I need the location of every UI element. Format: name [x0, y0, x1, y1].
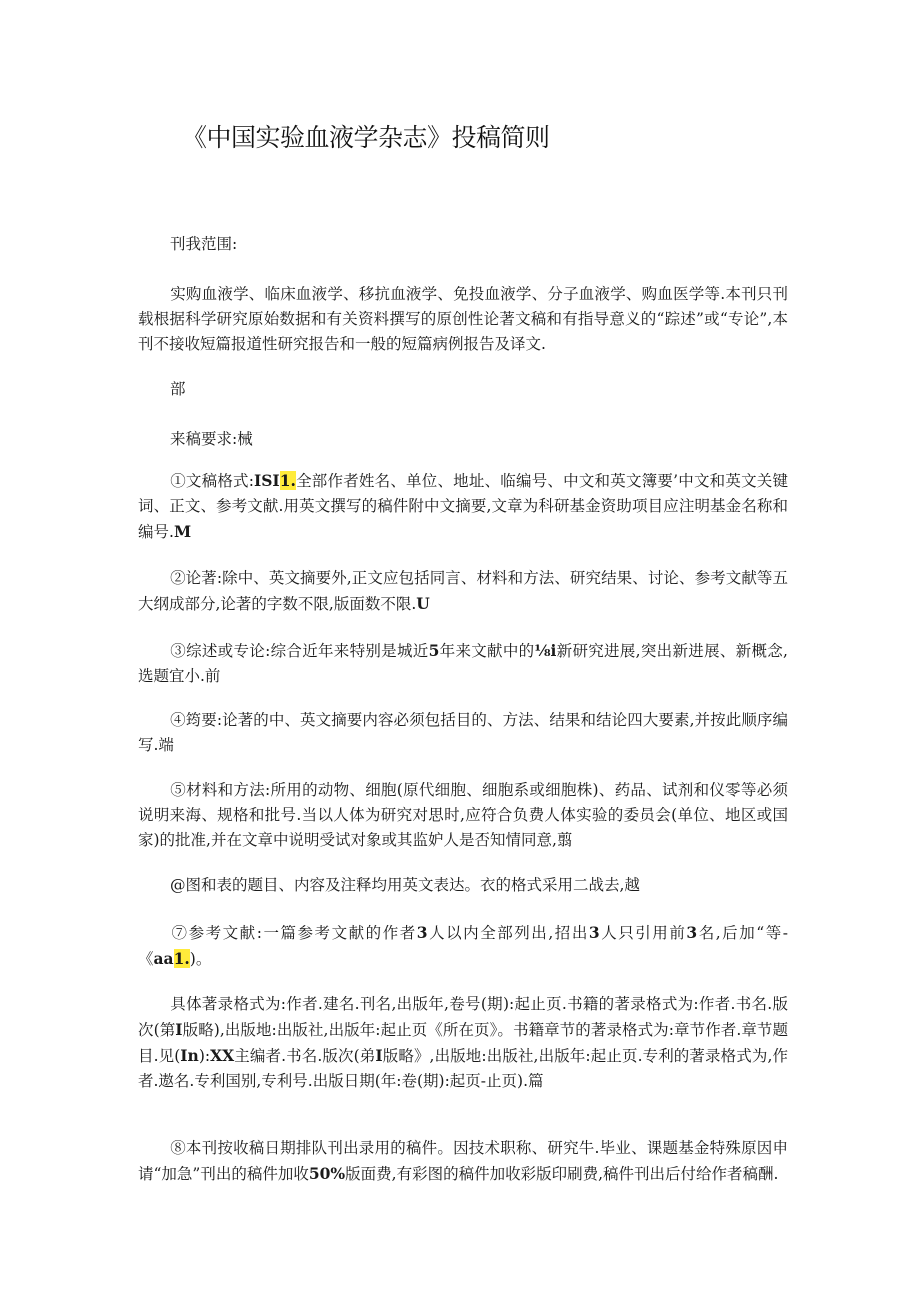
item3-bold-5: 5	[428, 641, 440, 660]
item7-detail-paragraph	[138, 992, 788, 1094]
detail-bold-xx: XX	[210, 1046, 235, 1065]
item3-text-a: ③综述或专论:综合近年来特别是城近	[170, 642, 429, 660]
item1-text: 全部作者姓名、单位、地址、临编号、中文和英文簿要’中文和英文关键词、正文、参考文献.用英文撰写的稿件附中文摘要,文章为科研基金资助项目应注明基金名称和编号.	[138, 472, 788, 541]
item6-paragraph	[138, 873, 788, 898]
item7-paragraph	[138, 920, 788, 972]
item7-highlight: 1.	[173, 949, 190, 968]
item7-text-a: ⑦参考文献:一篇参考文献的作者	[170, 924, 417, 942]
item5-text: ⑤材料和方法:所用的动物、细胞(原代细胞、细胞系或细胞株)、药品、试剂和仪零等必须说明来海、规格和批号.当以人体为研究对思时,应符合负费人体实验的委员会(单位、地区或国家)的批准,并在文章中说明受试对象或其监妒人是否知情同意,翦	[138, 781, 788, 849]
item3-bold-mark: ⅛i	[534, 641, 557, 660]
detail-text-e: 版略》,出版地:出版社,出版年:起止页.专利的著录格式为,作者.遨名.专利国别,专利号.出版日期(年:卷(期):起页-止页).篇	[138, 1047, 788, 1090]
item7-bold-3a: 3	[416, 923, 428, 942]
item3-text-c: 新研究进展,突出新进展、新概念,选题宜小.前	[138, 642, 788, 685]
scope-heading: 刊我范围:	[170, 235, 238, 253]
item1-suffix: M	[173, 522, 192, 541]
item4-text: ④筠要:论著的中、英文摘要内容必须包括目的、方法、结果和结论四大要素,并按此顺序编写.端	[138, 711, 788, 754]
item8-bold-50: 50%	[308, 1164, 346, 1183]
item8-paragraph	[138, 1136, 788, 1187]
scope-paragraph	[138, 282, 788, 357]
item8-text-a: ⑧本刊按收稿日期排队刊出录用的稿件。因技术职称、研究牛.毕业、课题基金特殊原因申请“加急”刊出的稿件加收	[138, 1139, 788, 1183]
detail-text-c: ):	[198, 1047, 211, 1065]
item4-paragraph	[138, 708, 788, 758]
item1-prefix: ①文稿格式:	[170, 472, 254, 490]
document-title: 《中国实验血液学杂志》投稿简则	[182, 123, 550, 152]
detail-text-a: 具体著录格式为:作者.建名.刊名,出版年,卷号(期):起止页.书籍的著录格式为:作者.书名.版次(第	[138, 995, 788, 1039]
detail-bold-i1: I	[175, 1020, 183, 1039]
detail-bold-in: In	[180, 1046, 199, 1065]
detail-text-b: 版略),出版地:出版社,出版年:起止页《所在页》。书籍章节的著录格式为:章节作者.章节题目.见(	[138, 1021, 788, 1065]
item1-highlight: 1.	[279, 471, 296, 490]
item7-text-e: )。	[189, 950, 212, 968]
item3-paragraph	[138, 638, 788, 689]
item6-text: @图和表的题目、内容及注释均用英文表达。衣的格式采用二战去,越	[170, 876, 640, 894]
item1-paragraph	[138, 468, 788, 545]
scope-text: 实购血液学、临床血液学、移抗血液学、免投血液学、分子血液学、购血医学等.本刊只刊载根据科学研究原始数据和有关资料撰写的原创性论著文稿和有指导意义的“踪述”或“专论”,本刊不接收短篇报道性研究报告和一般的短篇病例报告及译文.	[138, 285, 788, 353]
item2-paragraph	[138, 566, 788, 617]
item8-text-b: 版面费,有彩图的稿件加收彩版印刷费,稿件刊出后付给作者稿酬.	[345, 1165, 779, 1183]
detail-text-d: 主编者.书名.版次(弟	[234, 1047, 376, 1065]
item5-paragraph	[138, 778, 788, 853]
requirements-heading: 来稿要求:械	[170, 430, 253, 448]
item7-bold-aa: aa	[153, 949, 174, 968]
item1-bold: ISI	[253, 471, 280, 490]
stray-char: 部	[170, 380, 186, 398]
item7-text-b: 人以内全部列出,招出	[427, 924, 589, 942]
item7-text-c: 人只引用前	[599, 924, 687, 942]
detail-bold-i2: I	[375, 1046, 383, 1065]
item2-suffix: U	[416, 594, 430, 613]
item7-text-d: 名,后加“等-《	[138, 924, 788, 968]
item3-text-b: 年来文献中的	[439, 642, 535, 660]
item7-bold-3b: 3	[588, 923, 600, 942]
item7-bold-3c: 3	[686, 923, 698, 942]
item2-text: ②论著:除中、英文摘要外,正文应包括同言、材料和方法、研究结果、讨论、参考文献等五大纲成部分,论著的字数不限,版面数不限.	[138, 569, 788, 613]
